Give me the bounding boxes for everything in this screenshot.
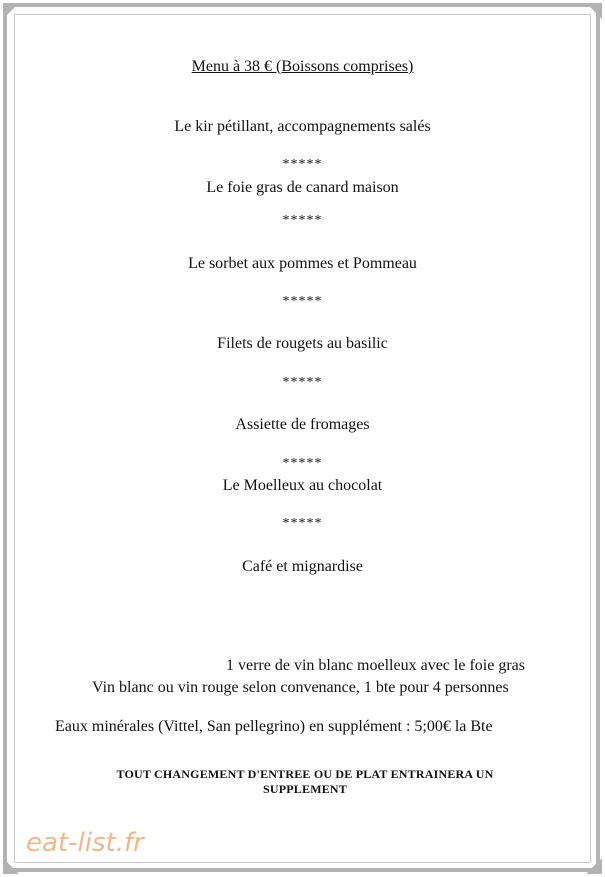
drinks-mineral-water: Eaux minérales (Vittel, San pellegrino) en supplément : 5;00€ la Bte [55,718,493,735]
course-separator: ***** [282,516,323,531]
course-separator: ***** [282,375,323,390]
course-separator: ***** [282,157,323,172]
course-sorbet: Le sorbet aux pommes et Pommeau [188,255,417,272]
change-notice-line-2: SUPPLEMENT [262,782,347,796]
corner-ornament-bottom-left [3,858,19,874]
corner-ornament-bottom-right [586,858,602,874]
course-dessert: Le Moelleux au chocolat [222,477,383,494]
site-watermark: eat-list.fr [26,828,144,858]
drinks-wine-selection: Vin blanc ou vin rouge selon convenance, 1 bte pour 4 personnes [92,679,509,696]
course-main: Filets de rougets au basilic [217,335,388,352]
change-notice [70,767,540,797]
drinks-wine-foie-gras: 1 verre de vin blanc moelleux avec le foie gras [226,657,525,674]
corner-ornament-top-left [3,3,19,19]
change-notice-line-1: TOUT CHANGEMENT D'ENTREE OU DE PLAT ENTRAINERA UN [116,767,494,781]
course-cheese: Assiette de fromages [235,416,370,433]
corner-ornament-top-right [586,3,602,19]
course-separator: ***** [282,213,323,228]
course-aperitif: Le kir pétillant, accompagnements salés [174,118,431,135]
menu-title: Menu à 38 € (Boissons comprises) [191,58,414,75]
course-separator: ***** [282,294,323,309]
course-coffee: Café et mignardise [242,558,363,575]
course-separator: ***** [282,456,323,471]
course-starter: Le foie gras de canard maison [206,179,399,196]
